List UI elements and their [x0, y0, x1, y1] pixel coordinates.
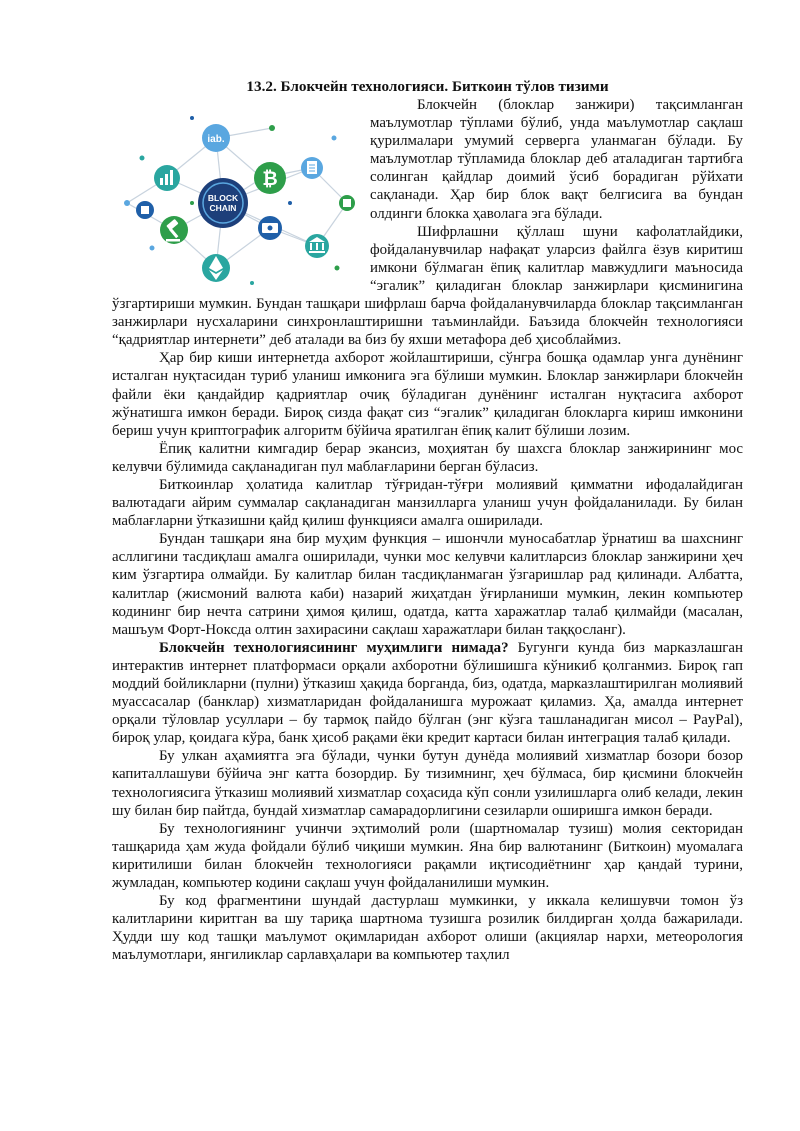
paragraph — [112, 820, 743, 892]
chip-icon — [339, 195, 355, 211]
section-heading: 13.2. Блокчейн технологияси. Биткоин тўлов тизими — [246, 78, 609, 95]
svg-text:₿: ₿ — [262, 169, 278, 190]
svg-text:BLOCK: BLOCK — [207, 193, 239, 203]
iab-icon — [202, 124, 230, 152]
paragraph-text: Бу код фрагментини шундай дастурлаш мумкинки, у иккала келишувчи томон ўз калитларини киритган ва шу тариқа шартнома тузишга розилик билдирган ҳолда бажарилади. Ҳудди шу код ташқи маълумот оқимларидан ахборот олиши (акциялар нархи, метеорология маълумотлари, янгиликлар сарлавҳалари ва компьютер таҳлил — [112, 893, 743, 964]
tool-icon — [136, 201, 154, 219]
paragraph — [112, 747, 743, 819]
paragraph — [112, 639, 743, 748]
chart-icon — [154, 165, 180, 191]
paragraph-text: Бу улкан аҳамиятга эга бўлади, чунки бутун дунёда молиявий хизматлар бозори бозор капиталлашуви бўйича энг катта бозордир. Бу тизимнинг, ҳеч бўлмаса, бир қисмини блокчейн технологиясига ўтказиш молиявий хизматлар соҳасида кўп сонли узилишларга олиб келади, лекин шу билан бир пайтда, бундай хизматлар самарадорлигини сезиларли оширишга имкон беради. — [112, 748, 743, 819]
paragraph — [112, 892, 743, 964]
paragraph-text: Бу технологиянинг учинчи эҳтимолий роли (шартномалар тузиш) молия секторидан ташқарида ҳам жуда фойдали бўлиб чиқиши мумкин. Яна бир валютанинг (Биткоин) муомалага киритилиши билан блокчейн технологияси рақамли иқтисодиётнинг ҳар қандай турини, жумладан, компьютер кодини сақлаш учун фойдаланилиши мумкин. — [112, 820, 743, 892]
gavel-icon — [160, 216, 188, 244]
cash-icon — [258, 216, 282, 240]
paragraph — [112, 476, 743, 530]
blockchain-icon — [198, 178, 248, 228]
blockchain-illustration — [112, 98, 362, 292]
paragraph-text: Бугунги кунда биз марказлашган интерактив интернет платформаси орқали ахборотни бўлишишга кўникиб қолганмиз. Бироқ гап моддий бойликларни (пулни) ўтказиш ҳақида борганда, биз, одатда, марказлаштирилган молиявий муассасалар (банклар) хизматларидан фойдаланишга мурожаат қиламиз. Ҳа, амалда интернет орқали тўловлар усуллари – бу тармоқ пайдо бўлган (энг кўзга ташланадиган мисол – PayPal), бироқ улар, қоидага кўра, банк ҳисоб рақами ёки кредит картаси билан интеграция талаб қилади. — [112, 639, 743, 747]
paragraph-lead: Блокчейн технологиясининг муҳимлиги нимада? — [159, 639, 509, 656]
paragraph-text: Блокчейн (блоклар занжири) тақсимланган маълумотлар тўплами бўлиб, унда маълумотлар сақлаш қурилмалари умумий серверга уланмаган бўлади. Бу маълумотлар тўпламида блоклар деб аталадиган тартибга солинган қайдлар доимий ўсиб борадиган рўйхати сақланади. Ҳар бир блок вақт белгисига ва бундан олдинги блокка ҳаволага эга бўлади. — [370, 97, 743, 222]
blockchain-network-graphic — [112, 98, 362, 292]
paragraph-text: Биткоинлар ҳолатида калитлар тўғридан-тўғри молиявий қимматни ифодалайдиган валютадаги айрим суммалар сақланадиган манзилларга уланиш учун фойдаланилади. Бу билан маблағларни ўтказишни қайд қилиш функцияси амалга оширилади. — [112, 476, 743, 530]
svg-text:iab.: iab. — [207, 134, 225, 145]
paragraph — [112, 530, 743, 639]
document-page — [112, 77, 743, 965]
paragraph — [112, 440, 743, 476]
paragraph-text: Ҳар бир киши интернетда ахборот жойлаштириши, сўнгра бошқа одамлар унга дунёнинг исталган нуқтасидан туриб уланиш имконига эга бўлиши мумкин. Блоклар занжирлари блокчейн файли ёки қандайдир қадриятлар очиқ бўладиган дунёнинг исталган нуқтасига ахборот жўнатишга имкон беради. Бироқ сизда фақат сиз “эгалик” қиладиган блокларга кириш имконини бериш учун криптографик алгоритм бўйича яратилган ёпиқ калит бўлиши лозим. — [112, 350, 743, 439]
paragraph — [112, 349, 743, 439]
paragraph-text: Ёпиқ калитни кимгадир берар экансиз, моҳиятан бу шахсга блоклар занжирининг мос келувчи бўлимида сақланадиган пул маблағларини берган бўласиз. — [112, 440, 743, 475]
svg-text:CHAIN: CHAIN — [209, 203, 237, 213]
ethereum-icon — [202, 254, 230, 282]
paragraph-text: Бундан ташқари яна бир муҳим функция – ишончли муносабатлар ўрнатиш ва шахснинг асллигини тасдиқлаш амалга оширилади, чунки мос келувчи калитларсиз блоклар занжирини ҳеч ким ўзгартира олмайди. Бу калитлар билан тасдиқланмаган ўзгаришлар рад қилинади. Албатта, калитлар (жисмоний валюта каби) назарий жиҳатдан ўғирланиши мумкин, лекин компьютер кодининг бир нечта сатрини ҳимоя қилиш, одатда, катта харажатлар талаб қилмайди (масалан, машъум Форт-Ноксда олтин захирасини сақлаш харажатлари билан таққосланг). — [112, 531, 743, 638]
paragraph-text: Шифрлашни қўллаш шуни кафолатлайдики, фойдаланувчилар нафақат уларсиз файлга ёзув киритиш имкони бўлмаган ёпиқ калитлар мавжудлиги маъносида “эгалик” қиладиган блоклар занжирлари қисминигина ўзгартириши мумкин. Бундан ташқари шифрлаш барча фойдаланувчиларда блоклар тақсимланган занжирлари нусхаларини синхронлаштиришни таъминлайди. Баъзида блокчейн технологияси “қадриятлар интернети” деб аталади ва биз бу яхши метафора деб ҳисоблаймиз. — [112, 223, 743, 349]
bitcoin-icon — [254, 162, 286, 194]
document-icon — [301, 157, 323, 179]
building-icon — [305, 234, 329, 258]
